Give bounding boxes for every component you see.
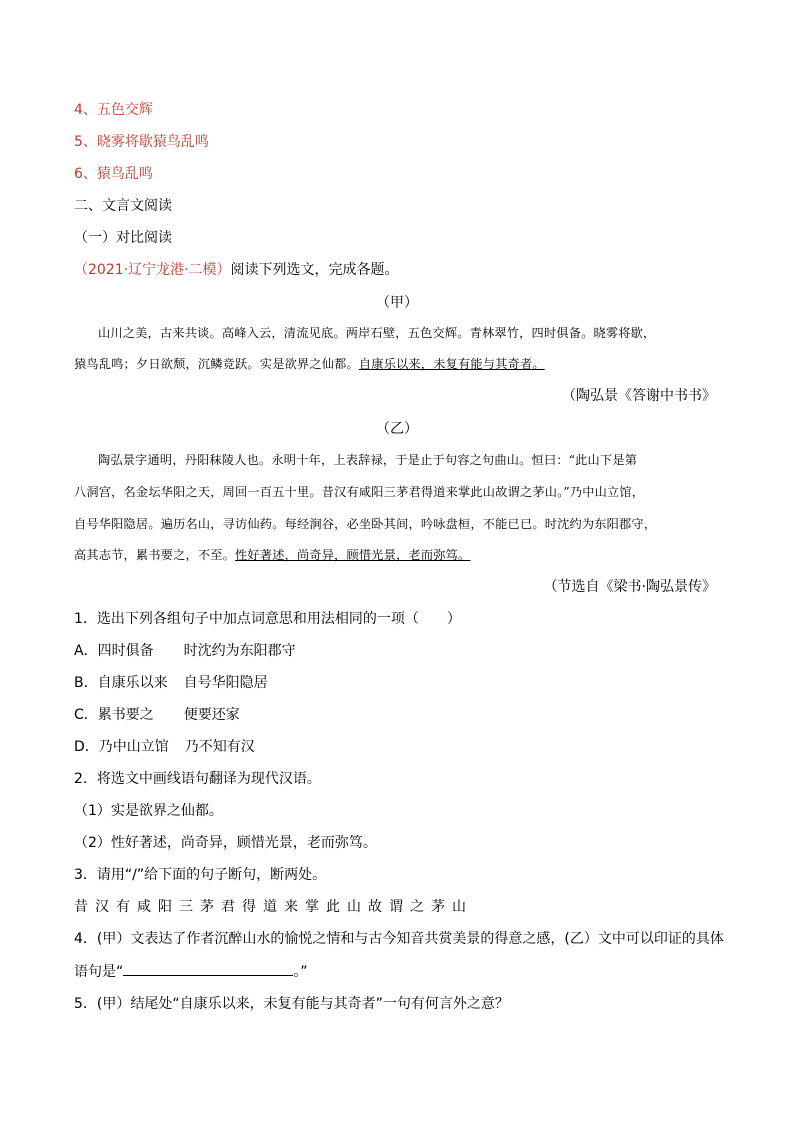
answer-4: 4、五色交辉 [74,102,153,118]
question-3-stem: 3．请用“/”给下面的句子断句，断两处。 [74,867,327,883]
question-2-stem: 2．将选文中画线语句翻译为现代汉语。 [74,771,321,787]
question-2-sentence-2: （2）性好著述，尚奇异，顾惜光景，老而弥笃。 [74,835,377,851]
passage-a-line-1: 山川之美，古来共谈。高峰入云，清流见底。两岸石壁，五色交辉。青林翠竹，四时俱备。晓雾将歇， [98,326,656,340]
question-1-option-c [74,705,240,725]
question-1-option-b [74,673,268,693]
passage-b-line-2 [74,482,718,502]
passage-b-line-4 [74,545,718,565]
question-4-line-2 [74,961,308,982]
option-c-label: C．累书要之 [74,707,154,723]
option-d-pair: 乃不知有汉 [184,739,255,755]
passage-b-line-2-rest: ”乃中山立馆， [563,485,645,499]
passage-a-underlined: 自康乐以来，未复有能与其奇者。 [358,357,545,371]
passage-a-line-2 [74,354,718,374]
passage-a-heading: （甲） [376,295,418,311]
answer-5: 5、晓雾将歇猿鸟乱鸣 [74,134,209,150]
source-instruction: 阅读下列选文，完成各题。 [230,262,399,278]
option-c-pair: 便要还家 [183,707,240,723]
question-3-sentence: 昔汉有咸阳三茅君得道来掌此山故谓之茅山 [74,899,473,915]
source-line [74,260,399,280]
passage-a-attribution: （陶弘景《答谢中书书》 [562,388,716,404]
section-title: 二、文言文阅读 [74,198,172,214]
passage-a-line-2-plain: 猿鸟乱鸣；夕日欲颓，沉鳞竞跃。实是欲界之仙都。 [74,357,359,371]
passage-b-line-2-plain: 八洞宫，名金坛华阳之天，周回一百五十里。昔汉有咸阳三茅君得道来掌此山故谓之茅山。 [74,485,564,499]
passage-b-line-3: 自号华阳隐居。遍历名山，寻访仙药。每经涧谷，必坐卧其间，吟咏盘桓，不能已已。时沈约为东阳郡守， [74,517,657,531]
passage-b-line-1: 陶弘景字通明，丹阳秣陵人也。永明十年，上表辞禄，于是止于句容之句曲山。恒曰：“此山下是第 [98,453,638,467]
option-a-pair: 时沈约为东阳郡守 [183,643,296,659]
answer-6: 6、猿鸟乱鸣 [74,166,153,182]
option-a-label: A．四时俱备 [74,643,154,659]
answer-blank[interactable] [123,961,293,976]
passage-b-heading: （乙） [376,421,418,437]
passage-b-line-4-plain: 高其志节，累书要之，不至。 [74,548,236,562]
source-tag: （2021·辽宁龙港·二模） [74,262,231,278]
question-5-stem: 5．(甲）结尾处“自康乐以来，未复有能与其奇者”一句有何言外之意？ [74,996,509,1012]
question-1-option-d [74,737,255,757]
question-1-option-a [74,641,296,661]
question-4-suffix: 。” [293,964,308,980]
option-b-label: B．自康乐以来 [74,675,168,691]
option-d-label: D．乃中山立馆 [74,739,169,755]
section-subtitle: （一）对比阅读 [74,230,172,246]
passage-b-underlined: 性好著述，尚奇异，顾惜光景，老而弥笃。 [235,548,471,562]
question-4-line-1: 4．(甲）文表达了作者沉醉山水的愉悦之情和与古今知音共赏美景的得意之感，(乙）文中可以印证的具体 [74,931,724,947]
passage-b-attribution: （节选自《梁书·陶弘景传》 [543,579,716,595]
question-2-sentence-1: （1）实是欲界之仙都。 [74,803,223,819]
question-1-stem: 1．选出下列各组句子中加点词意思和用法相同的一项（ ） [74,611,461,627]
option-b-pair: 自号华阳隐居 [183,675,268,691]
question-4-prefix: 语句是“ [74,964,124,980]
